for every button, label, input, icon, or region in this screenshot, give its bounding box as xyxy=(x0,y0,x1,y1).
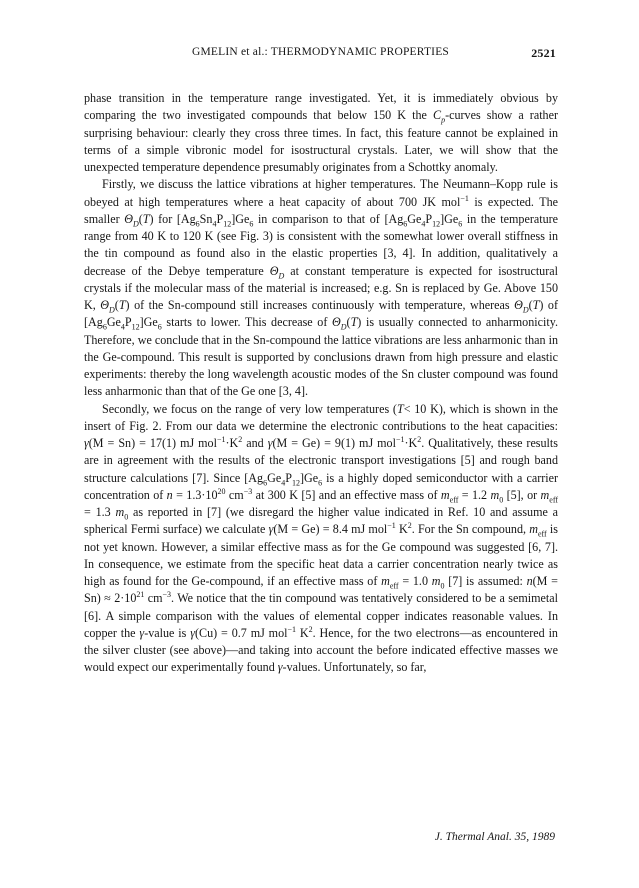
page-number: 2521 xyxy=(531,46,556,60)
paragraph: phase transition in the temperature range investigated. Yet, it is immediately obvious by comparing the two investigated compounds that below 150 K the $C_p$-curves show a rather surprising behaviour: clearly they cross three times. In fact, this feature cannot be explained in terms of a simple vibronic model for isostructural crystals. Later, we will show that the unexpected temperature dependence presumably originates from a Schottky anomaly. xyxy=(84,91,558,174)
page-header xyxy=(84,46,556,64)
body-text xyxy=(84,90,558,677)
running-head: GMELIN et al.: THERMODYNAMIC PROPERTIES xyxy=(192,46,450,58)
journal-footer: J. Thermal Anal. 35, 1989 xyxy=(434,831,555,843)
paragraph: Secondly, we focus on the range of very low temperatures (T< 10 K), which is shown in the insert of Fig. 2. From our data we determine the electronic contributions to the heat capacities: γ(M = Sn) = 17(1) mJ $mol^{-1}\cdot K^2$ and γ(M = Ge) = 9(1) mJ $mol^{-1}\cdot K^2$. Qualitatively, these results are in agreement with the results of the electronic transport investigations [5] and rough band structure calculations [7]. Since $[Ag_6Ge_4P_{12}]Ge_6$ is a highly doped semiconductor with a carrier concentration of $n = 1.3\cdot 10^{20}$ $cm^{-3}$ at 300 K [5] and an effective mass of $m_{eff} = 1.2$ $m_0$ [5], or $m_{eff} = 1.3$ $m_0$ as reported in [7] (we disregard the higher value indicated in Ref. 10 and assume a spherical Fermi surface) we calculate γ(M = Ge) = 8.4 mJ mol$^{-1}$ $K^2$. For the Sn compound, $m_{eff}$ is not yet known. However, a similar effective mass as for the Ge compound was suggested [6, 7]. In consequence, we estimate from the specific heat data a carrier concentration nearly twice as high as found for the Ge-compound, if an effective mass of $m_{eff} = 1.0$ $m_0$ [7] is assumed: $n(M = Sn) \approx 2\cdot 10^{21}$ $cm^{-3}$. We notice that the tin compound was tentatively considered to be a semimetal [6]. A simple comparison with the values of elemental copper indicates reasonable values. In copper the γ-value is γ(Cu) = 0.7 mJ mol$^{-1}$ $K^2$. Hence, for the two electrons—as encountered in the silver cluster (see above)—and taking into account the before indicated effective masses we would expect our experimentally found γ-values. Unfortunately, so far, xyxy=(84,401,559,675)
paragraph: Firstly, we discuss the lattice vibrations at higher temperatures. The Neumann–Kopp rule is obeyed at high temperatures where a heat capacity of about 700 JK mol$^{-1}$ is expected. The smaller $\Theta_D(T)$ for $[Ag_6Sn_4P_{12}]Ge_6$ in comparison to that of $[Ag_6Ge_4P_{12}]Ge_6$ in the temperature range from 40 K to 120 K (see Fig. 3) is consistent with the somewhat lower overall stiffness in the tin compound as found also in the elastic properties [3, 4]. In addition, qualitatively a decrease of the Debye temperature $\Theta_D$ at constant temperature is expected for isostructural crystals if the molecular mass of the material is increased; e.g. Sn is replaced by Ge. Above 150 K, $\Theta_D(T)$ of the Sn-compound still increases continuously with temperature, whereas $\Theta_D(T)$ of $[Ag_6Ge_4P_{12}]Ge_6$ starts to lower. This decrease of $\Theta_D(T)$ is usually connected to anharmonicity. Therefore, we conclude that in the Sn-compound the lattice vibrations are less anharmonic than in the Ge-compound. This result is supported by conclusions drawn from high pressure and elastic experiments: thereby the long wavelength acoustic modes of the Sn cluster compound was found less anharmonic than that of the Ge one [3, 4]. xyxy=(84,177,559,399)
